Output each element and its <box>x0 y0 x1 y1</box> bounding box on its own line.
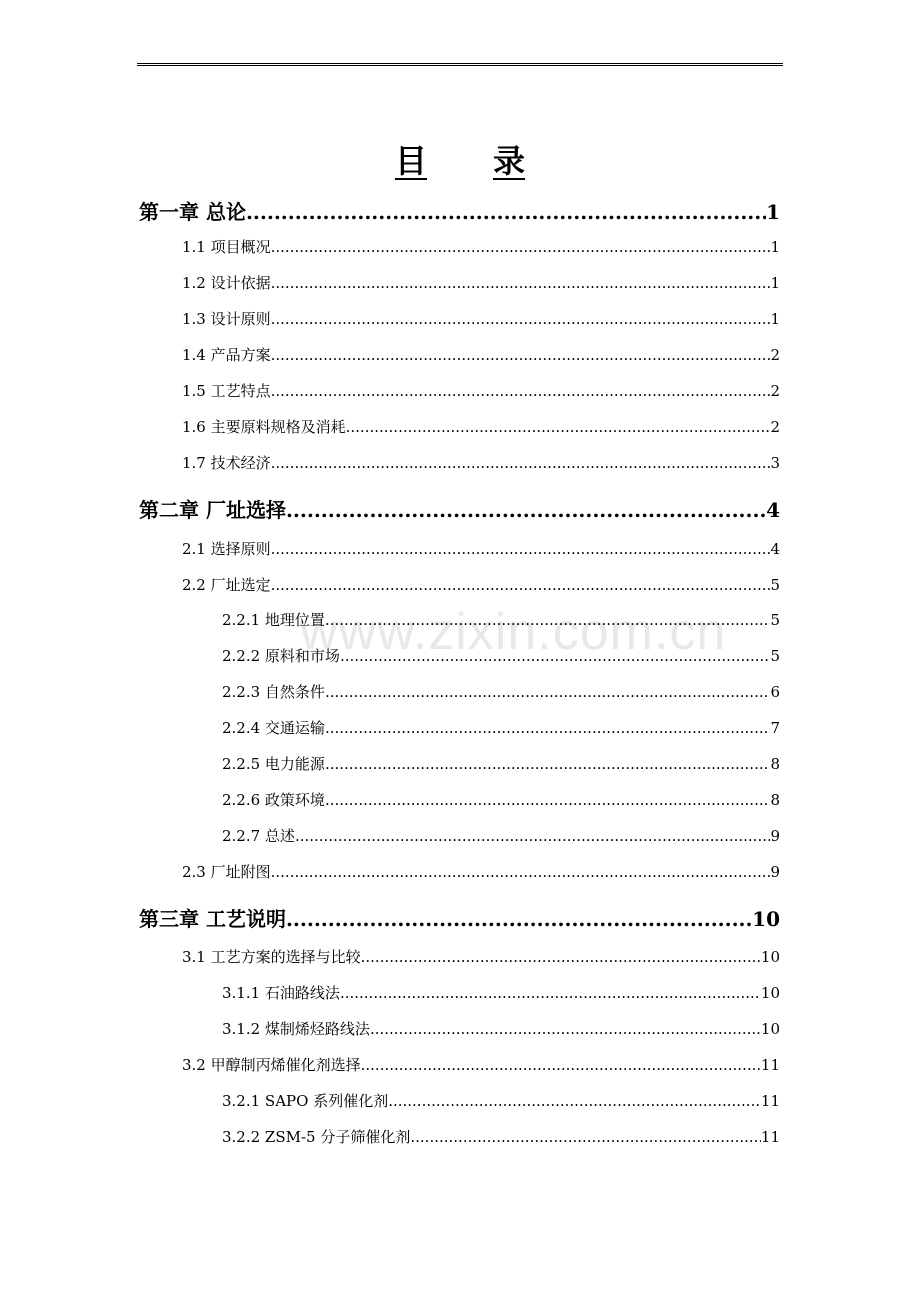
toc-leader-dots <box>388 1092 761 1110</box>
toc-entry[interactable] <box>182 272 780 293</box>
toc-entry[interactable] <box>182 236 780 257</box>
toc-leader-dots <box>246 200 766 224</box>
toc-entry[interactable] <box>182 308 780 329</box>
toc-entry[interactable] <box>222 825 780 846</box>
toc-leader-dots <box>271 540 771 558</box>
toc-entry-label: 2.2.7 总述 <box>222 827 295 845</box>
toc-entry[interactable] <box>222 717 780 738</box>
toc-leader-dots <box>410 1128 761 1146</box>
toc-entry-page: 9 <box>770 863 780 881</box>
toc-entry[interactable] <box>139 196 780 225</box>
toc-leader-dots <box>325 719 771 737</box>
toc-entry-page: 2 <box>770 382 780 400</box>
toc-entry[interactable] <box>139 903 780 932</box>
toc-leader-dots <box>271 238 771 256</box>
toc-entry[interactable] <box>222 1090 780 1111</box>
toc-entry-page: 1 <box>770 274 780 292</box>
toc-leader-dots <box>286 907 752 931</box>
toc-entry-label: 第三章 工艺说明 <box>139 907 286 931</box>
toc-entry-label: 1.3 设计原则 <box>182 310 271 328</box>
toc-entry-label: 2.3 厂址附图 <box>182 863 271 881</box>
toc-entry-page: 11 <box>760 1092 780 1110</box>
toc-entry[interactable] <box>222 1018 780 1039</box>
toc-leader-dots <box>271 576 771 594</box>
toc-entry-page: 10 <box>760 1020 780 1038</box>
toc-entry-page: 1 <box>766 200 780 224</box>
toc-entry-page: 10 <box>760 948 780 966</box>
toc-entry[interactable] <box>182 380 780 401</box>
toc-entry[interactable] <box>182 538 780 559</box>
toc-entry-label: 3.1.1 石油路线法 <box>222 984 340 1002</box>
toc-leader-dots <box>271 382 771 400</box>
toc-entry-page: 11 <box>760 1056 780 1074</box>
toc-entry-label: 2.2.4 交通运输 <box>222 719 325 737</box>
toc-entry-label: 3.2.2 ZSM-5 分子筛催化剂 <box>222 1128 411 1146</box>
toc-leader-dots <box>325 683 771 701</box>
toc-leader-dots <box>271 454 771 472</box>
toc-entry-label: 第二章 厂址选择 <box>139 498 286 522</box>
toc-leader-dots <box>271 310 771 328</box>
toc-entry-label: 1.7 技术经济 <box>182 454 271 472</box>
toc-entry[interactable] <box>182 946 780 967</box>
toc-entry-label: 2.2.5 电力能源 <box>222 755 325 773</box>
toc-entry[interactable] <box>222 681 780 702</box>
toc-entry-page: 3 <box>770 454 780 472</box>
toc-entry-page: 4 <box>770 540 780 558</box>
toc-leader-dots <box>325 791 771 809</box>
toc-entry[interactable] <box>182 574 780 595</box>
toc-entry-page: 10 <box>760 984 780 1002</box>
toc-entry-page: 9 <box>770 827 780 845</box>
toc-leader-dots <box>340 984 761 1002</box>
toc-leader-dots <box>325 611 771 629</box>
toc-leader-dots <box>346 418 771 436</box>
toc-leader-dots <box>271 346 771 364</box>
toc-entry-page: 1 <box>770 238 780 256</box>
toc-entry-page: 2 <box>770 418 780 436</box>
toc-entry-label: 2.1 选择原则 <box>182 540 271 558</box>
toc-entry-label: 2.2.2 原料和市场 <box>222 647 340 665</box>
toc-entry[interactable] <box>182 452 780 473</box>
toc-entry-label: 1.6 主要原料规格及消耗 <box>182 418 346 436</box>
toc-entry-page: 5 <box>770 576 780 594</box>
toc-entry[interactable] <box>182 344 780 365</box>
toc-entry-page: 8 <box>770 791 780 809</box>
toc-entry[interactable] <box>222 1126 780 1147</box>
toc-leader-dots <box>340 647 771 665</box>
toc-leader-dots <box>295 827 771 845</box>
title-char-left: 目 <box>394 142 427 180</box>
toc-entry[interactable] <box>182 861 780 882</box>
toc-entry[interactable] <box>182 1054 780 1075</box>
toc-entry-page: 8 <box>770 755 780 773</box>
toc-entry-label: 3.1 工艺方案的选择与比较 <box>182 948 361 966</box>
toc-entry[interactable] <box>222 609 780 630</box>
toc-entry-label: 2.2.3 自然条件 <box>222 683 325 701</box>
toc-leader-dots <box>271 863 771 881</box>
toc-entry[interactable] <box>222 645 780 666</box>
toc-leader-dots <box>271 274 771 292</box>
toc-entry-page: 1 <box>770 310 780 328</box>
toc-entry[interactable] <box>222 982 780 1003</box>
toc-entry-page: 11 <box>760 1128 780 1146</box>
toc-entry-label: 1.4 产品方案 <box>182 346 271 364</box>
toc-leader-dots <box>286 498 766 522</box>
toc-entry-label: 2.2 厂址选定 <box>182 576 271 594</box>
toc-leader-dots <box>325 755 771 773</box>
toc-entry-page: 10 <box>752 907 780 931</box>
toc-entry-page: 7 <box>770 719 780 737</box>
watermark: www.zixin.com.cn <box>300 603 727 661</box>
toc-entry[interactable] <box>222 753 780 774</box>
toc-entry-label: 第一章 总论 <box>139 200 246 224</box>
toc-entry-label: 1.2 设计依据 <box>182 274 271 292</box>
toc-leader-dots <box>361 1056 761 1074</box>
toc-leader-dots <box>361 948 761 966</box>
title-char-right: 录 <box>493 142 526 180</box>
toc-entry-page: 2 <box>770 346 780 364</box>
toc-entry[interactable] <box>222 789 780 810</box>
toc-leader-dots <box>370 1020 761 1038</box>
toc-entry-label: 3.1.2 煤制烯烃路线法 <box>222 1020 370 1038</box>
toc-entry-label: 3.2 甲醇制丙烯催化剂选择 <box>182 1056 361 1074</box>
toc-entry-label: 2.2.6 政策环境 <box>222 791 325 809</box>
toc-entry-page: 6 <box>770 683 780 701</box>
toc-entry-label: 1.5 工艺特点 <box>182 382 271 400</box>
toc-entry-label: 3.2.1 SAPO 系列催化剂 <box>222 1092 389 1110</box>
toc-entry[interactable] <box>139 494 780 523</box>
toc-entry-page: 5 <box>770 647 780 665</box>
toc-entry-page: 4 <box>766 498 780 522</box>
toc-entry-label: 1.1 项目概况 <box>182 238 271 256</box>
toc-entry-label: 2.2.1 地理位置 <box>222 611 325 629</box>
toc-entry-page: 5 <box>770 611 780 629</box>
toc-entry[interactable] <box>182 416 780 437</box>
